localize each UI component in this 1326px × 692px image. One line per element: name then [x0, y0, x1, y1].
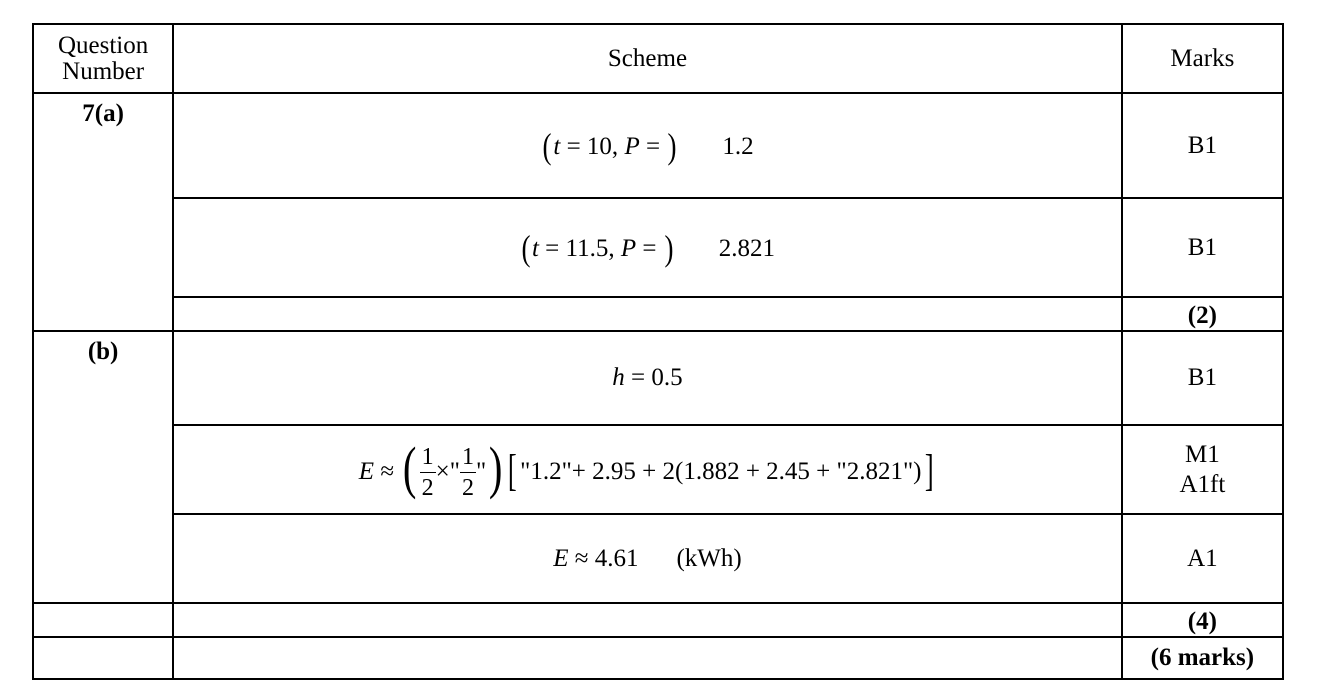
grand-total-row [33, 637, 1283, 679]
mark-scheme-table [32, 23, 1284, 680]
grand-total: (6 marks) [1122, 637, 1283, 679]
mark-b-1: B1 [1122, 331, 1283, 425]
part-a-total-row [33, 297, 1283, 331]
question-header-line2: Number [62, 57, 145, 85]
scheme-a-2: (t = 11.5, P = ) 2.821 [173, 198, 1122, 297]
mark-b-3: A1 [1122, 514, 1283, 603]
part-a-total: (2) [1122, 297, 1283, 331]
marks-header: Marks [1122, 24, 1283, 93]
part-b-total: (4) [1122, 603, 1283, 637]
scheme-b-total-empty [173, 603, 1122, 637]
mark-b-2: M1 A1ft [1122, 425, 1283, 514]
scheme-grand-total-empty [173, 637, 1122, 679]
part-b-row-3 [33, 514, 1283, 603]
part-a-row-1 [33, 93, 1283, 198]
scheme-b-1: h = 0.5 [173, 331, 1122, 425]
mark-a-2: B1 [1122, 198, 1283, 297]
scheme-b-3: E ≈ 4.61 (kWh) [173, 514, 1122, 603]
mark-a-1: B1 [1122, 93, 1283, 198]
question-b-total-empty [33, 603, 173, 637]
part-b-row-2 [33, 425, 1283, 514]
question-number-7a: 7(a) [33, 93, 173, 331]
scheme-a-1: (t = 10, P = ) 1.2 [173, 93, 1122, 198]
fraction-one-half: $\frac{1}{2}$ [421, 444, 434, 502]
fraction-h-one-half: $\frac{1}{2}$ [461, 444, 474, 502]
scheme-a-total-empty [173, 297, 1122, 331]
question-number-b: (b) [33, 331, 173, 603]
part-a-row-2 [33, 198, 1283, 297]
question-header-line1: Question [57, 31, 149, 59]
value-2-821: 2.821 [718, 234, 775, 262]
trapezium-bracket-content: "1.2"+ 2.95 + 2(1.882 + 2.45 + "2.821") [520, 457, 922, 485]
part-b-row-1 [33, 331, 1283, 425]
unit-kwh: (kWh) [676, 544, 742, 572]
part-b-total-row [33, 603, 1283, 637]
question-grand-total-empty [33, 637, 173, 679]
scheme-b-2: E ≈ ( $\frac{1}{2}$ ×" $\frac{1}{2}$ ") [ "1.2"+ 2.95 + 2(1.882 + 2.45 + "2.821")] [173, 425, 1122, 514]
header-row [33, 24, 1283, 93]
question-number-header [33, 24, 173, 93]
scheme-header: Scheme [173, 24, 1122, 93]
value-1-2: 1.2 [722, 132, 754, 160]
